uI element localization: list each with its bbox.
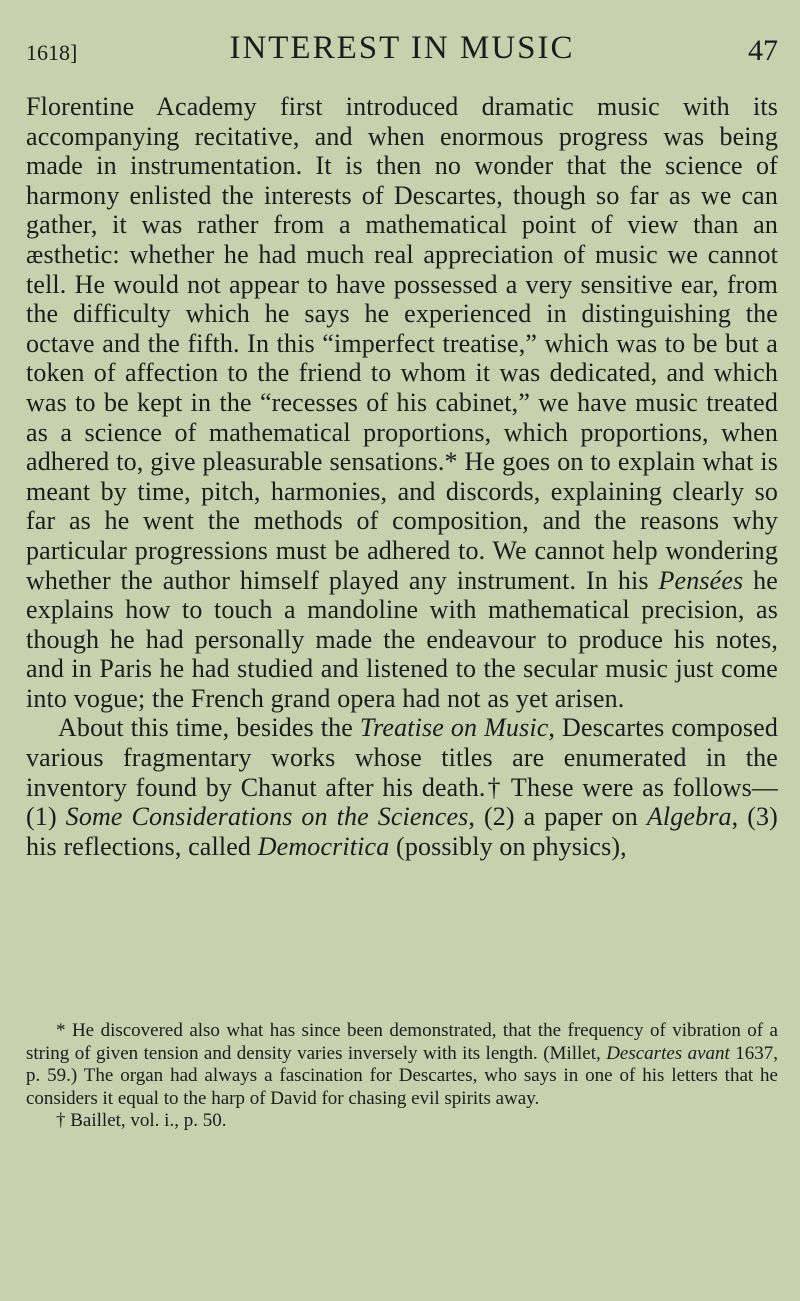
footnote-1 xyxy=(26,1020,778,1110)
paragraph-2-text-a: About this time, besides the xyxy=(58,713,360,743)
paragraph-2-text-d: , (3) his reflections, called xyxy=(26,802,778,861)
footnote-1-text-a: * He discovered also what has since been demonstrated, that the frequency of vibration of a string of given tension and density varies inversely with its length. (Millet, xyxy=(26,1020,778,1064)
title-pensees: Pensées xyxy=(658,565,744,595)
body-text xyxy=(26,92,778,861)
title-algebra: Algebra xyxy=(646,802,732,832)
page-number: 47 xyxy=(748,34,778,67)
title-descartes-avant: Descartes avant xyxy=(606,1042,730,1064)
header-title: INTEREST IN MUSIC xyxy=(229,30,575,66)
paragraph-2-text-e: (possibly on physics), xyxy=(389,831,627,861)
title-some-considerations: Some Considerations on the Sciences xyxy=(65,802,469,832)
title-democritica: Democritica xyxy=(257,831,390,861)
footnotes xyxy=(26,1020,778,1133)
running-header xyxy=(26,30,778,80)
footnote-2: † Baillet, vol. i., p. 50. xyxy=(56,1110,227,1132)
paragraph-1-text-b: he explains how to touch a mandoline with mathematical precision, as though he had personally made the endeavour to produce his notes, and in Paris he had studied and listened to the secular music just come into vogue; the French grand opera had not as yet arisen. xyxy=(26,565,778,713)
title-treatise-on-music: Treatise on Music xyxy=(359,713,549,743)
paragraph-2-text-b: , Descartes composed various fragmentary works whose titles are enumerated in the inventory found by Chanut after his death.† These were as follows—(1) xyxy=(26,713,778,832)
footnote-1-text-b: 1637, p. 59.) The organ had always a fascination for Descartes, who says in one of his letters that he considers it equal to the harp of David for chasing evil spirits away. xyxy=(26,1042,778,1109)
paragraph-2-text-c: , (2) a paper on xyxy=(468,802,647,832)
paragraph-2 xyxy=(26,713,778,861)
paragraph-1 xyxy=(26,92,778,713)
paragraph-1-text-a: Florentine Academy first introduced dramatic music with its accompanying recitative, and when enormous progress was being made in instrumentation. It is then no wonder that the science of harmony enlisted the interests of Descartes, though so far as we can gather, it was rather from a mathematical point of view than an æsthetic: whether he had much real appreciation of music we cannot tell. He would not appear to have possessed a very sensitive ear, from the difficulty which he says he experienced in distinguishing the octave and the fifth. In this “imperfect treatise,” which was to be but a token of affection to the friend to whom it was dedicated, and which was to be kept in the “recesses of his cabinet,” we have music treated as a science of mathematical proportions, which proportions, when adhered to, give pleasurable sensations.* He goes on to explain what is meant by time, pitch, harmonies, and discords, explaining clearly so far as he went the methods of composition, and the reasons why particular progressions must be adhered to. We cannot help wondering whether the author himself played any instrument. In his xyxy=(26,92,778,595)
header-year: 1618] xyxy=(26,40,78,65)
